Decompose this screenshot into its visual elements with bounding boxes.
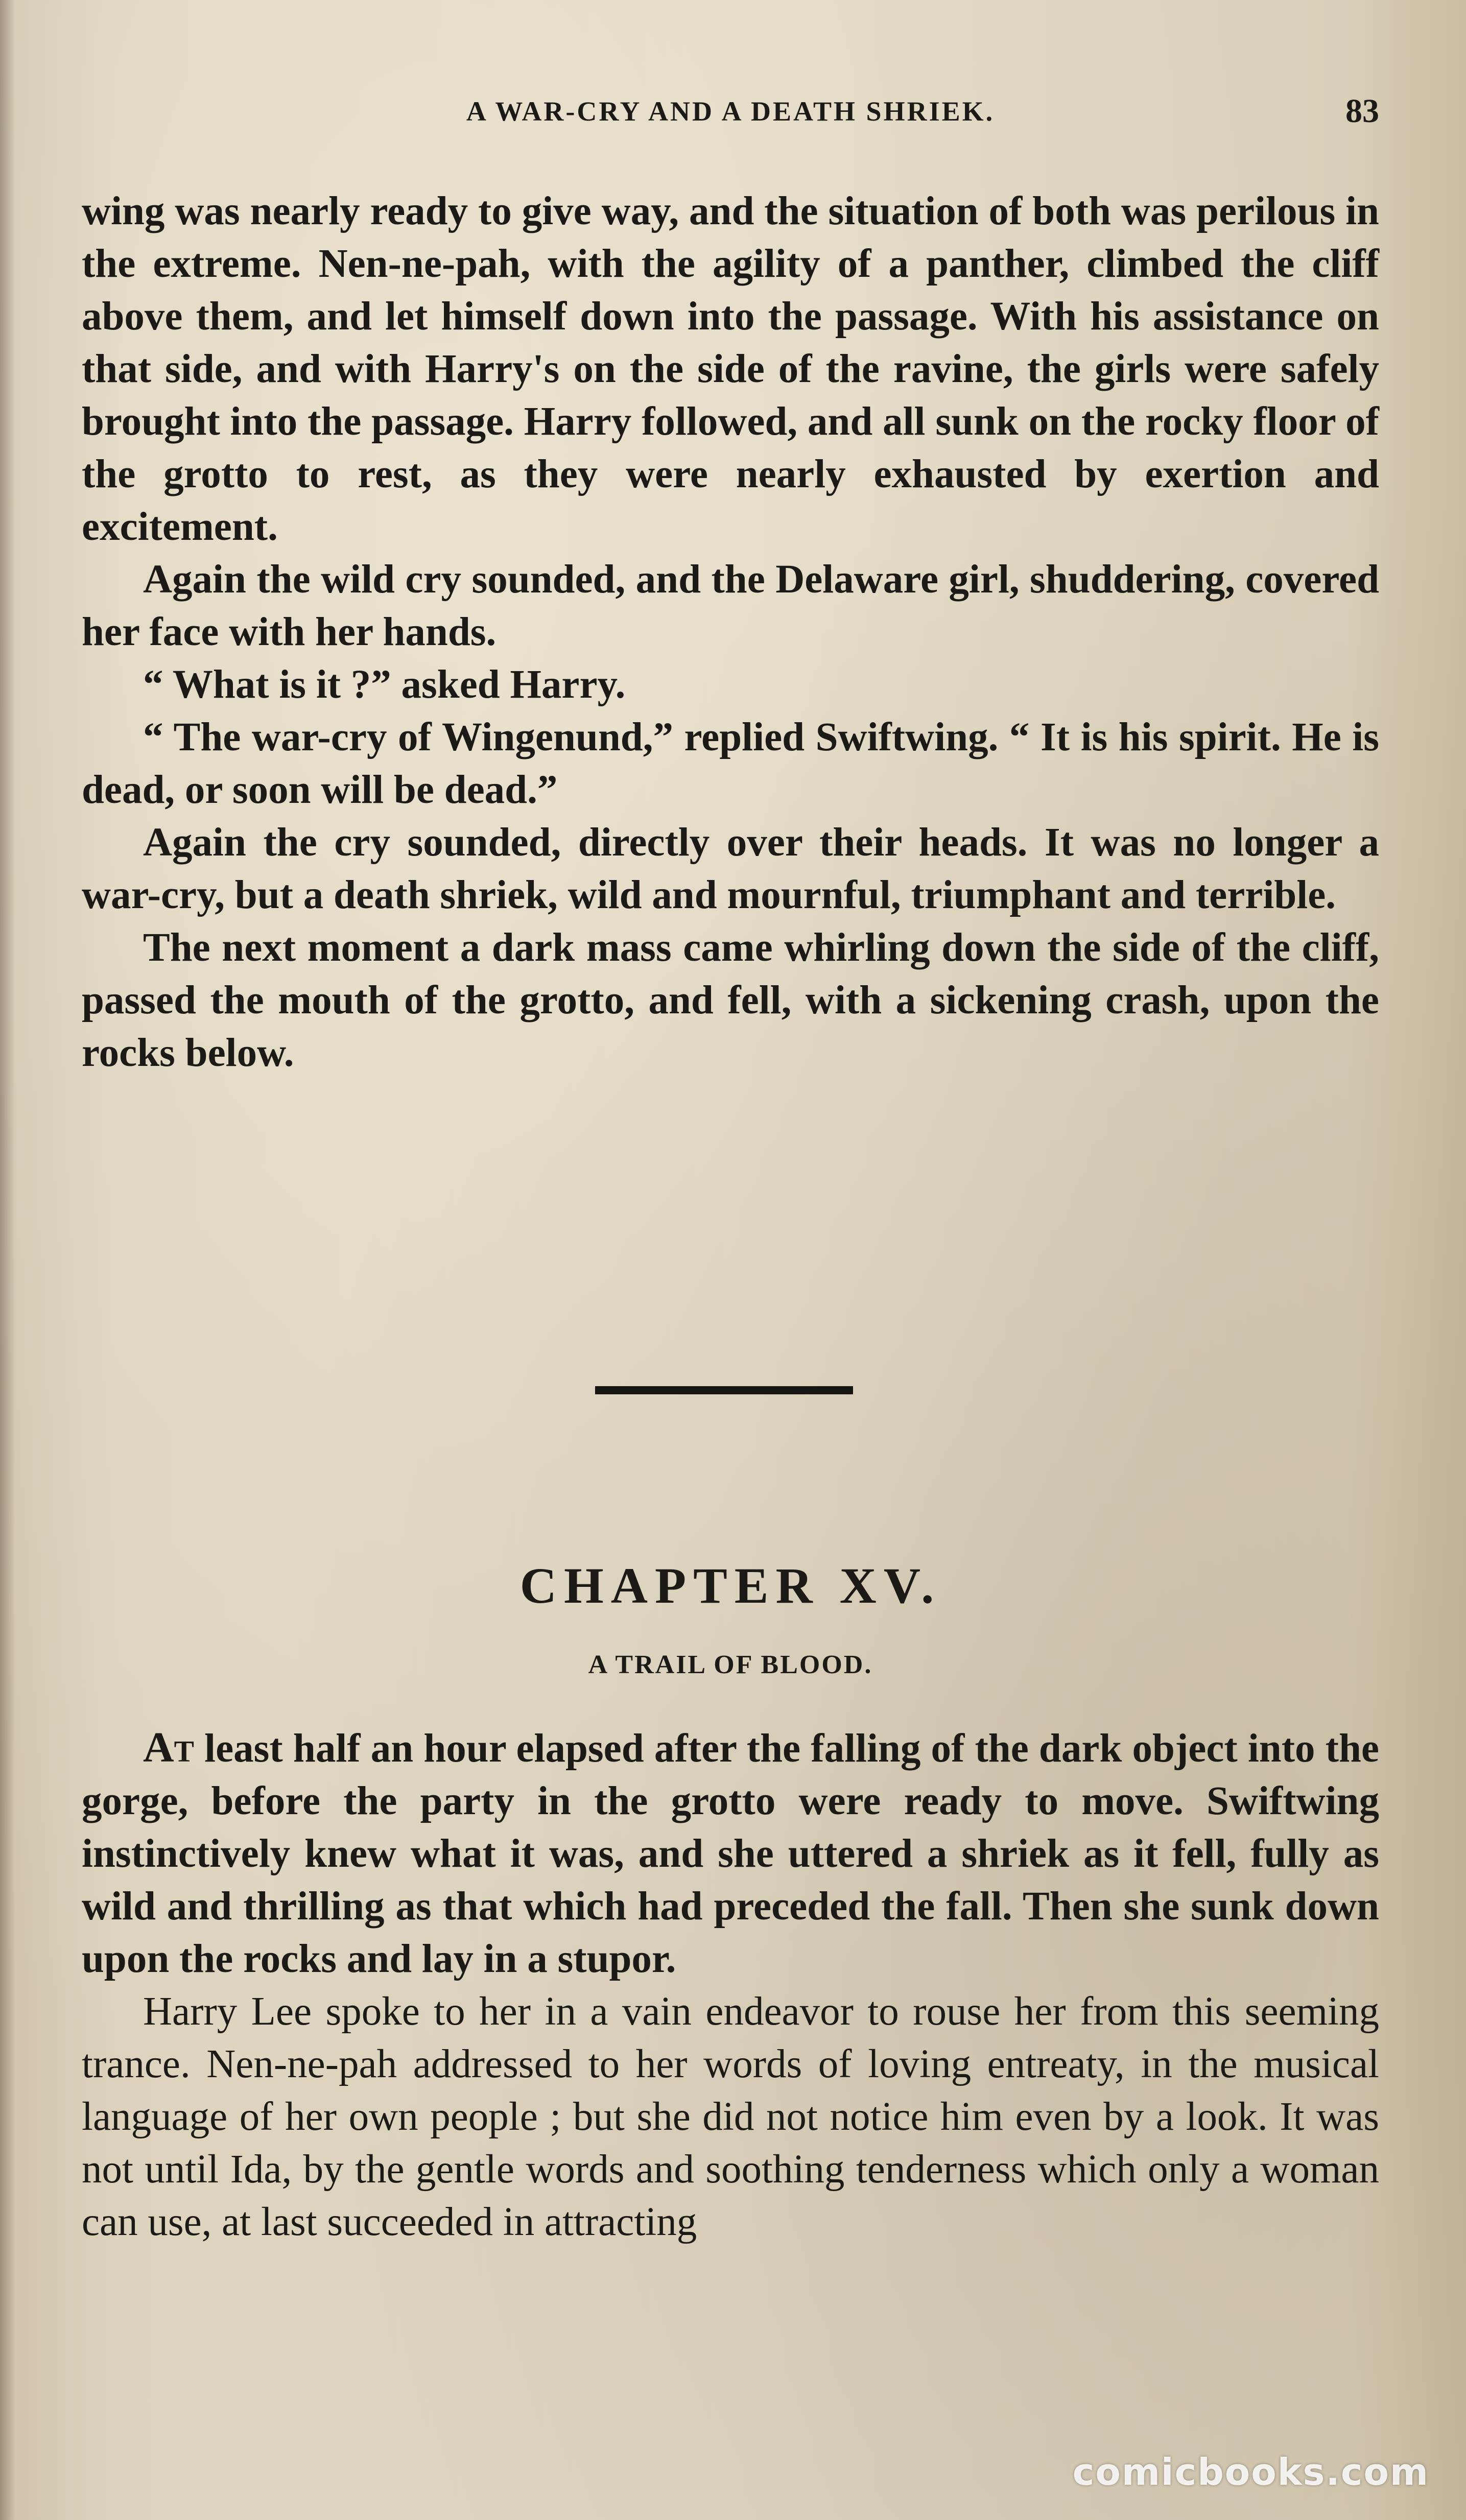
section-divider-rule <box>595 1386 853 1394</box>
running-head <box>82 91 1379 132</box>
paragraph-5: Again the cry sounded, directly over their heads. It was no longer a war-cry, but a death shriek, wild and mournful, triumphant and terrible. <box>82 820 1379 917</box>
page-number: 83 <box>1345 92 1379 130</box>
text-section-before-chapter <box>82 185 1379 1079</box>
paragraph-4: “ The war-cry of Wingenund,” replied Swiftwing. “ It is his spirit. He is dead, or soon will be dead.” <box>82 715 1379 812</box>
paragraph-3: “ What is it ?” asked Harry. <box>143 662 626 707</box>
text-section-chapter-xv <box>82 1721 1379 2248</box>
site-watermark: comicbooks.com <box>1072 2451 1429 2493</box>
paragraph-1: wing was nearly ready to give way, and the situation of both was perilous in the extreme. Nen-ne-pah, with the agility of a panther, climbed the cliff above them, and let himself down into the passage. With his assistance on that side, and with Harry's on the side of the ravine, the girls were safely brought into the passage. Harry followed, and all sunk on the rocky floor of the grotto to rest, as they were nearly exhausted by exertion and excitement. <box>82 189 1379 549</box>
chapter-heading: CHAPTER XV. <box>519 1557 941 1614</box>
paragraph-harry-lee: Harry Lee spoke to her in a vain endeavor to rouse her from this seeming trance. Nen-ne-pah addressed to her words of loving entreaty, in the musical language of her own people ; but she did not notice him even by a look. It was not until Ida, by the gentle words and soothing tenderness which only a woman can use, at last succeeded in attracting <box>82 1989 1379 2244</box>
running-title: A WAR-CRY AND A DEATH SHRIEK. <box>466 96 995 127</box>
opening-small-caps-word: At <box>143 1724 195 1771</box>
chapter-opening-paragraph <box>82 1721 1379 1985</box>
paragraph-6: The next moment a dark mass came whirling down the side of the cliff, passed the mouth of the grotto, and fell, with a sickening crash, upon the rocks below. <box>82 925 1379 1075</box>
paragraph-2: Again the wild cry sounded, and the Delaware girl, shuddering, covered her face with her hands. <box>82 557 1379 654</box>
chapter-subtitle: A TRAIL OF BLOOD. <box>588 1650 873 1679</box>
opening-paragraph-text: least half an hour elapsed after the falling of the dark object into the gorge, before the party in the grotto were ready to move. Swiftwing instinctively knew what it was, and she uttered a shriek as it fell, fully as wild and thrilling as that which had preceded the fall. Then she sunk down upon the rocks and lay in a stupor. <box>82 1726 1379 1981</box>
